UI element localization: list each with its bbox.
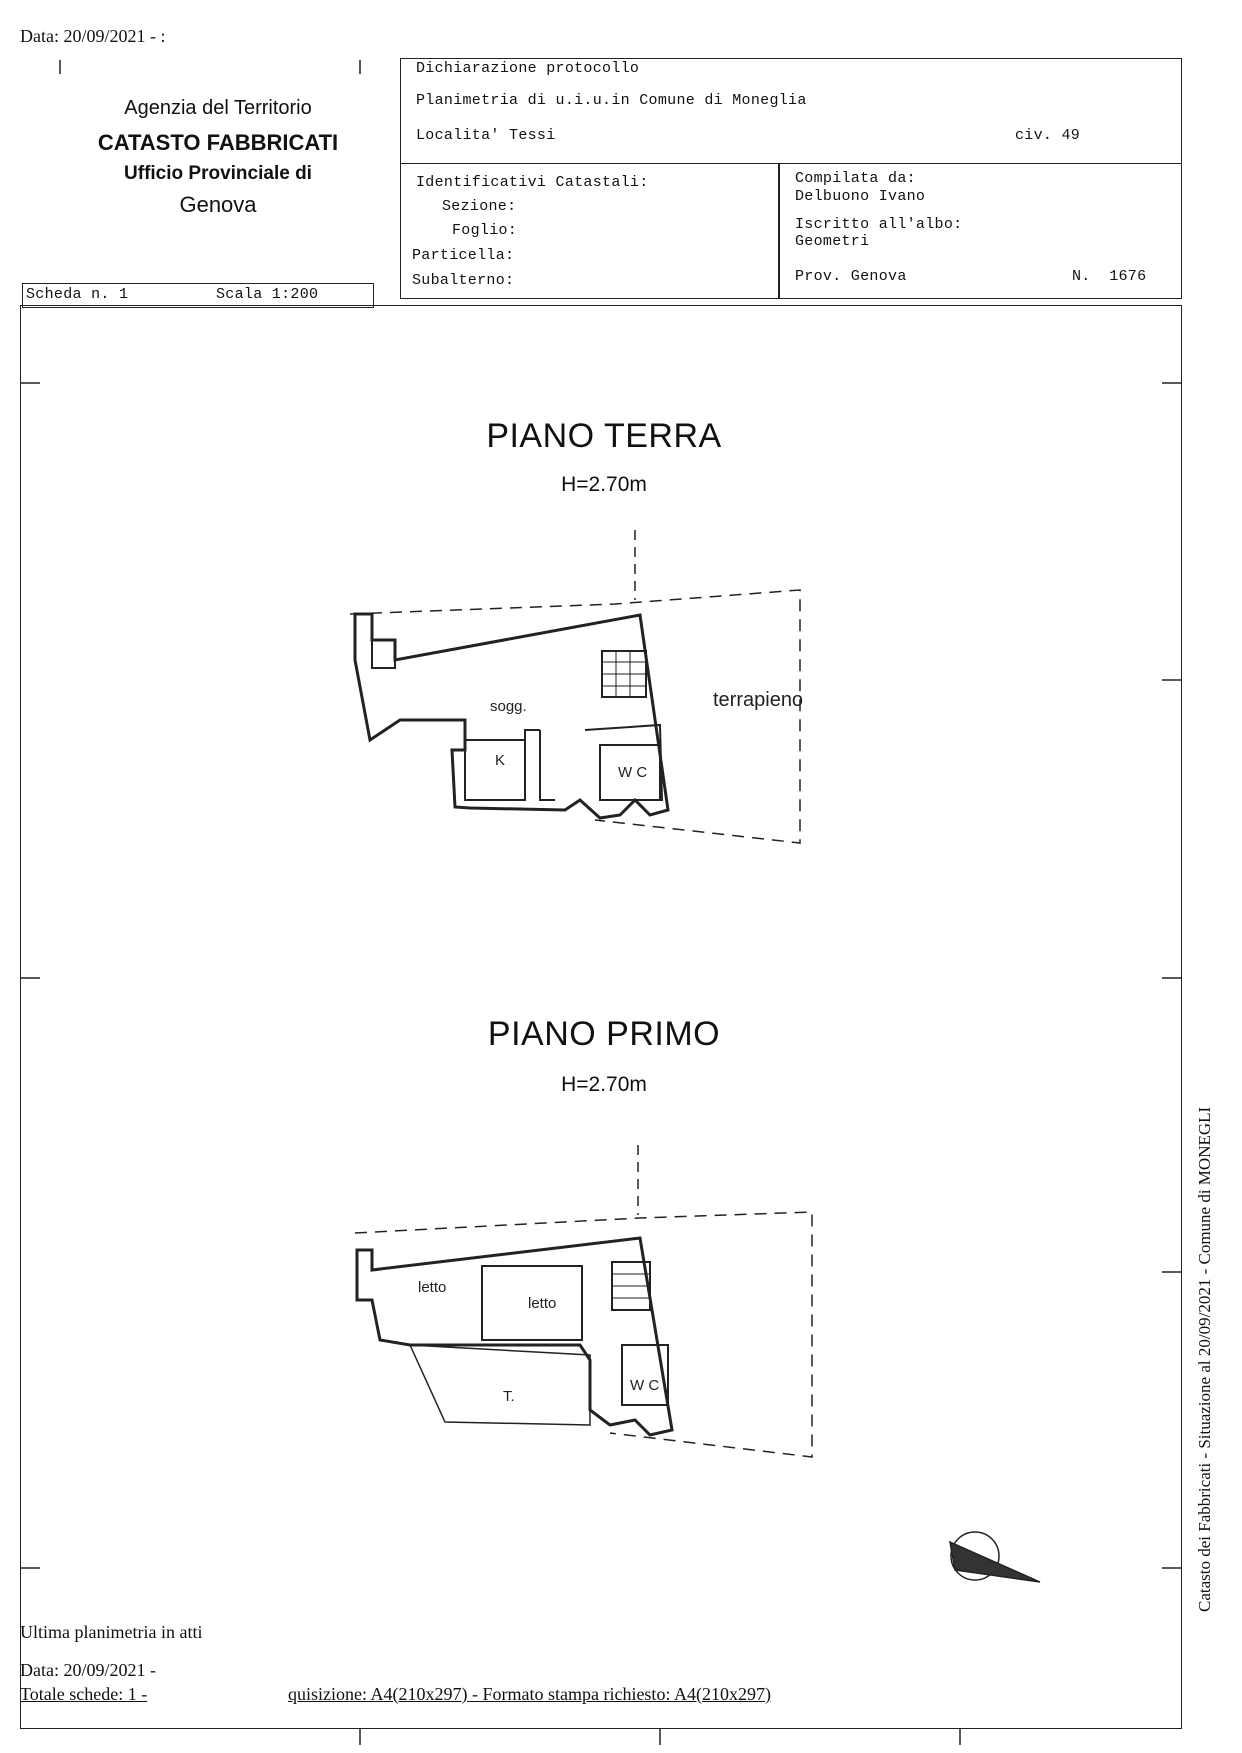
ground-floor-height: H=2.70m [561,473,647,496]
office-name: Ufficio Provinciale di [124,163,312,184]
frame-ticks [20,60,1182,1745]
albo-value: Geometri [795,233,870,250]
foglio-label: Foglio: [452,222,518,239]
ground-floor-title: PIANO TERRA [486,417,722,455]
identificativi-label: Identificativi Catastali: [416,174,649,191]
catasto-title: CATASTO FABBRICATI [97,130,339,155]
footer-formato: quisizione: A4(210x297) - Formato stampa richiesto: A4(210x297) [288,1684,771,1704]
room-wc-ground: W C [618,764,648,781]
room-sogg: sogg. [490,698,527,715]
sezione-label: Sezione: [442,198,517,215]
footer-ultima: Ultima planimetria in atti [20,1622,203,1642]
declaration-label: Dichiarazione protocollo [416,60,640,77]
numero-value: N. 1676 [1072,268,1147,285]
terrapieno-label: terrapieno [713,689,804,711]
office-city: Genova [179,192,257,217]
prov-label: Prov. Genova [795,268,907,285]
room-k: K [495,752,506,769]
localita-label: Localita' Tessi [416,127,556,144]
civico-label: civ. 49 [1015,127,1081,144]
particella-label: Particella: [412,247,515,264]
compilata-label: Compilata da: [795,170,916,187]
top-date: Data: 20/09/2021 - : [20,26,166,46]
scheda-label: Scheda n. 1 [26,286,129,303]
compilatore-name: Delbuono Ivano [795,188,926,205]
footer-totale: Totale schede: 1 - [20,1684,148,1704]
first-floor-title: PIANO PRIMO [487,1015,721,1053]
room-wc-first: W C [630,1377,660,1394]
room-letto-1: letto [418,1279,447,1296]
planimetria-label: Planimetria di u.i.u.in Comune di Moneglia [416,92,807,109]
first-floor-plan [355,1145,812,1457]
first-floor-height: H=2.70m [561,1073,647,1096]
subalterno-label: Subalterno: [412,272,515,289]
side-note: Catasto dei Fabbricati - Situazione al 20/09/2021 - Comune di MONEGLI [1195,1106,1214,1612]
scala-label: Scala 1:200 [216,286,319,303]
footer-data: Data: 20/09/2021 - [20,1660,156,1680]
iscritto-label: Iscritto all'albo: [795,216,963,233]
north-arrow-icon [950,1532,1040,1582]
room-letto-2: letto [528,1295,557,1312]
agency-name: Agenzia del Territorio [124,97,312,119]
ground-floor-plan [350,530,800,843]
room-terrace: T. [503,1388,515,1405]
